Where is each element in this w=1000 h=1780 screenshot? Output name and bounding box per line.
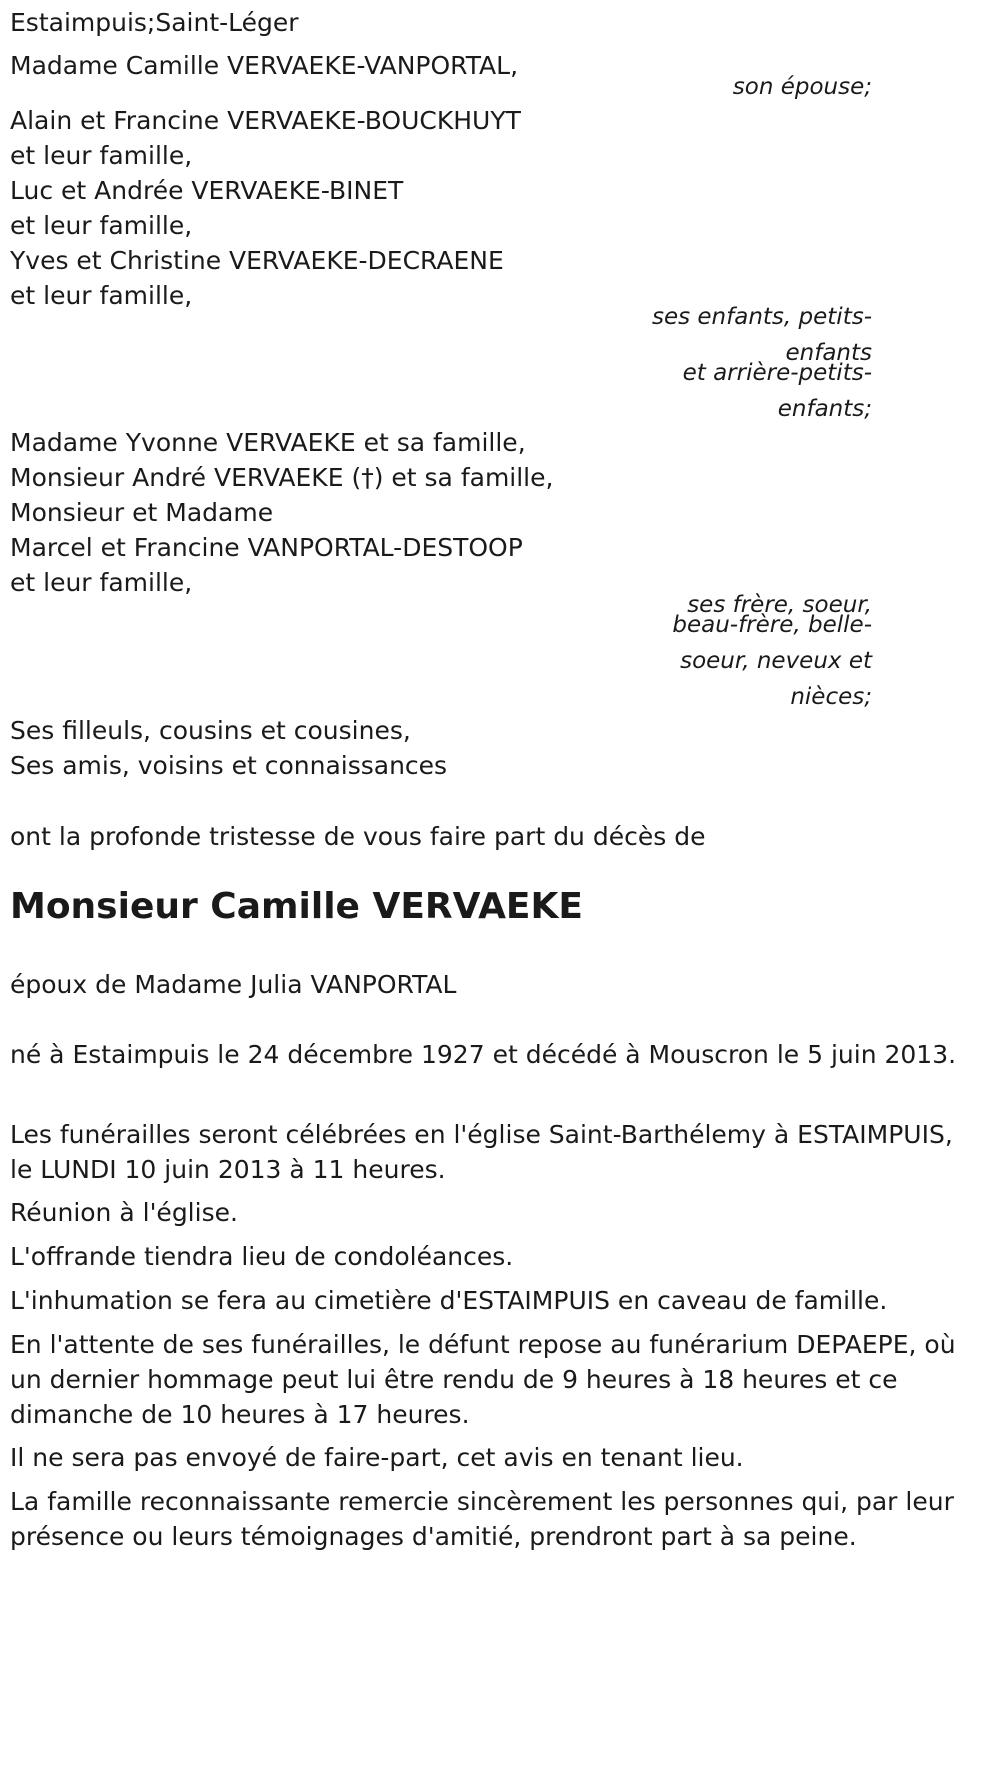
siblings-relation-line: soeur, neveux et — [680, 648, 872, 674]
children-relation-line: enfants; — [777, 396, 872, 422]
announcement-text: ont la profonde tristesse de vous faire part du décès de — [10, 822, 706, 851]
sibling-line: Madame Yvonne VERVAEKE et sa famille, — [10, 428, 526, 457]
child-line: et leur famille, — [10, 211, 193, 240]
children-relation-line: enfants — [785, 340, 872, 366]
burial-paragraph: L'inhumation se fera au cimetière d'ESTAIMPUIS en caveau de famille. — [10, 1286, 888, 1315]
children-relation-line: ses enfants, petits- — [651, 304, 872, 330]
sibling-line: et leur famille, — [10, 568, 193, 597]
spouse-of-line: époux de Madame Julia VANPORTAL — [10, 970, 457, 999]
children-relation-line: et arrière-petits- — [682, 360, 872, 386]
birth-death-paragraph: né à Estaimpuis le 24 décembre 1927 et décédé à Mouscron le 5 juin 2013. — [10, 1040, 957, 1069]
thanks-paragraph: La famille reconnaissante remercie sincèrement les personnes qui, par leur présence ou leurs témoignages d'amitié, prendront part à sa peine. — [10, 1487, 954, 1551]
others-line: Ses filleuls, cousins et cousines, — [10, 716, 411, 745]
child-line: Luc et Andrée VERVAEKE-BINET — [10, 176, 404, 205]
siblings-relation-line: beau-frère, belle- — [672, 612, 872, 638]
sibling-line: Monsieur et Madame — [10, 498, 274, 527]
offering-paragraph: L'offrande tiendra lieu de condoléances. — [10, 1242, 514, 1271]
child-line: et leur famille, — [10, 141, 193, 170]
meeting-paragraph: Réunion à l'église. — [10, 1198, 238, 1227]
sibling-line: Marcel et Francine VANPORTAL-DESTOOP — [10, 533, 523, 562]
siblings-relation-line: ses frère, soeur, — [687, 592, 872, 618]
others-line: Ses amis, voisins et connaissances — [10, 751, 448, 780]
deceased-name: Monsieur Camille VERVAEKE — [10, 886, 584, 927]
siblings-relation-line: nièces; — [790, 684, 872, 710]
location-line: Estaimpuis;Saint-Léger — [10, 8, 299, 37]
spouse-relation: son épouse; — [732, 74, 872, 100]
child-line: et leur famille, — [10, 281, 193, 310]
sibling-line: Monsieur André VERVAEKE (†) et sa famille, — [10, 463, 554, 492]
notice-paragraph: Il ne sera pas envoyé de faire-part, cet avis en tenant lieu. — [10, 1443, 744, 1472]
visitation-paragraph: En l'attente de ses funérailles, le défunt repose au funérarium DEPAEPE, où un dernier hommage peut lui être rendu de 9 heures à 18 heures et ce dimanche de 10 heures à 17 heures. — [10, 1330, 956, 1429]
funeral-paragraph: Les funérailles seront célébrées en l'église Saint-Barthélemy à ESTAIMPUIS, le LUNDI 10 juin 2013 à 11 heures. — [10, 1120, 953, 1184]
spouse-name: Madame Camille VERVAEKE-VANPORTAL, — [10, 51, 519, 80]
child-line: Yves et Christine VERVAEKE-DECRAENE — [10, 246, 504, 275]
child-line: Alain et Francine VERVAEKE-BOUCKHUYT — [10, 106, 521, 135]
